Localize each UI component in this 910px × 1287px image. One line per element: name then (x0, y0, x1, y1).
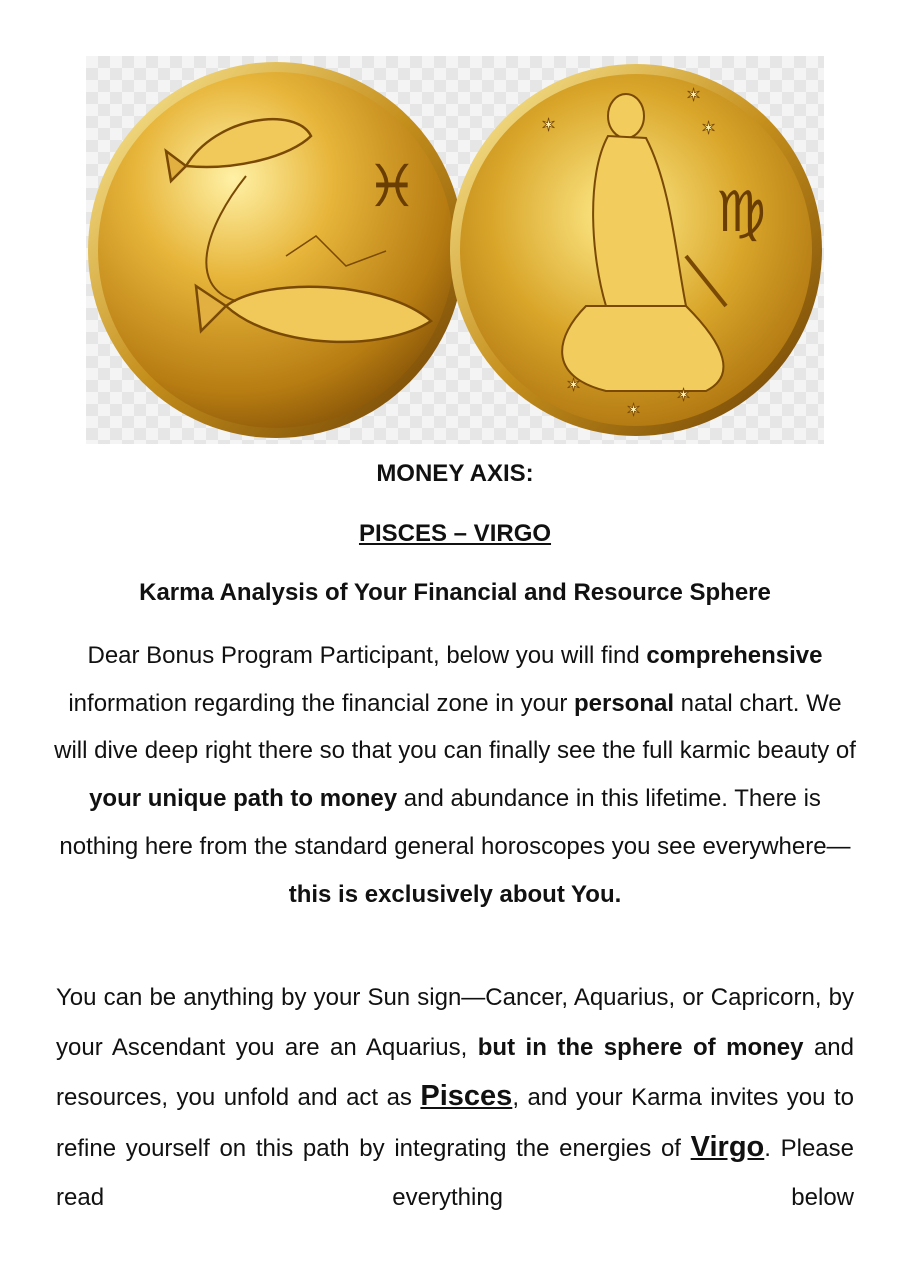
svg-text:✶: ✶ (541, 115, 557, 135)
pisces-symbol-icon: ♓ (366, 152, 418, 220)
svg-text:✶: ✶ (676, 385, 692, 405)
svg-text:✶: ✶ (566, 375, 582, 395)
svg-text:✶: ✶ (701, 118, 717, 138)
coins-illustration (86, 56, 824, 444)
body-text: , and your Karma invites you to refine yourself on this path by integrating the energies of (56, 1084, 854, 1162)
virgo-coin (450, 64, 822, 436)
signs-heading: PISCES – VIRGO (358, 520, 552, 547)
coins-image (86, 56, 824, 444)
intro-text: and abundance in this lifetime. There is nothing here from the standard general horoscopes you see everywhere— (59, 785, 851, 860)
intro-bold: this is exclusively about You. (288, 880, 622, 908)
pisces-coin (88, 62, 464, 438)
body-text: . Please read everything below (56, 1134, 854, 1211)
intro-bold: comprehensive (646, 642, 823, 669)
body-paragraph (56, 973, 854, 1223)
intro-bold: your unique path to money (89, 785, 398, 813)
intro-paragraph (50, 632, 860, 918)
intro-text: Dear Bonus Program Participant, below you will find (87, 642, 647, 669)
intro-bold: personal (573, 689, 675, 717)
virgo-symbol-icon: ♍ (716, 180, 767, 245)
body-bold: but in the sphere of money (477, 1033, 804, 1061)
svg-text:✶: ✶ (626, 400, 642, 420)
virgo-sign-link: Virgo (690, 1130, 765, 1163)
body-text: You can be anything by your Sun sign—Cancer, Aquarius, or Capricorn, by your Ascendant you are an Aquarius, (56, 984, 854, 1061)
intro-text: natal chart. We will dive deep right there so that you can finally see the full karmic beauty of (54, 689, 856, 765)
karma-analysis-subtitle: Karma Analysis of Your Financial and Resource Sphere (139, 579, 771, 606)
pisces-sign-link: Pisces (420, 1080, 513, 1112)
body-text: and resources, you unfold and act as (56, 1033, 854, 1111)
svg-text:✶: ✶ (686, 85, 702, 105)
money-axis-heading: MONEY AXIS: (376, 460, 534, 487)
intro-text: information regarding the financial zone in your (68, 689, 574, 717)
